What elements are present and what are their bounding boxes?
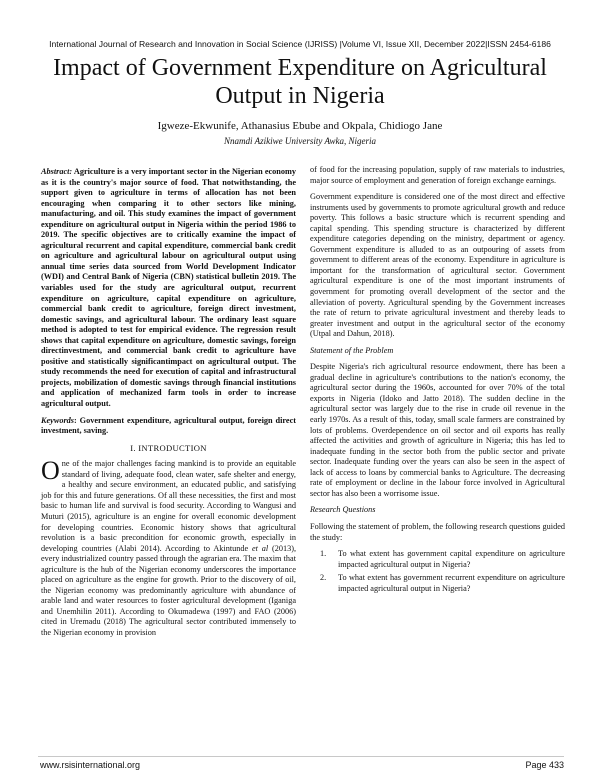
title-line-1: Impact of Government Expenditure on Agricultural: [53, 55, 547, 81]
paragraph-questions-intro: Following the statement of problem, the following research questions guided the study:: [310, 521, 565, 542]
paragraph-problem: Despite Nigeria's rich agricultural resource endowment, there has been a gradual decline in agriculture's contributions to the nation's economy, the agricultural sector during the 1960s, accounted for over 70% of the total exports in Nigeria (Idoko and Jatto 2018). The sudden decline in the agricultural sector was largely due to the rise in crude oil revenue in the early 1970s. As a result of this, today, small scale farmers are constrained by lots of problems. Overdependence on oil sector and oil exports has really affected the activities and growth of agriculture in Nigeria; this has led to inadequate funding in the sector both from the public sector and private sector. Inadequate funding over the years can also be seen in the aspect of lack of access to loans by commercial banks to Agriculture. The decreasing rate of employment or decline in the labour force involved in Agricultural sector has also been a worrisome issue.: [310, 362, 565, 498]
research-question: [320, 549, 565, 570]
question-text: To what extent has government capital expenditure on agriculture impacted agricultural output in Nigeria?: [338, 549, 565, 569]
footer-divider: [38, 756, 564, 757]
left-column: [41, 167, 296, 645]
abstract-label: Abstract:: [41, 167, 73, 176]
right-column: [310, 165, 565, 597]
dropcap: O: [41, 456, 60, 486]
research-questions-list: [320, 549, 565, 594]
question-number: 2.: [320, 573, 327, 583]
heading-research-questions: Research Questions: [310, 505, 376, 515]
paragraph-food: of food for the increasing population, supply of raw materials to industries, major source of employment and generation of foreign exchange earnings.: [310, 165, 565, 185]
paper-title: [30, 54, 570, 110]
section-heading-introduction: I. INTRODUCTION: [130, 442, 207, 453]
paragraph-government-expenditure: Government expenditure is considered one of the most direct and effective instruments used by governments to promote agricultural growth and reduce poverty. This follows a basic structure which is recurrent spending and capital spending. This spending structure is characterized by different expenditure categories depending on the ministry, department or agency. Government expenditure is alluded to as an outpouring of assets from government to different areas of the economy. Expenditure in agriculture is important for the transformation of agricultural sector. Government agricultural expenditure is one of the most important instruments of government for promoting overall development of the sector and the alleviation of poverty. Agricultural spending by the Government increases the rate of return to private agricultural investment and thereby leads to greater investment and output in the agricultural sector of the economy (Utpal and Dahun, 2018).: [310, 192, 565, 339]
keywords-text: : Government expenditure, agricultural output, foreign direct investment, saving.: [41, 415, 296, 436]
intro-paragraph: [41, 456, 297, 638]
keywords-label: Keywords: [41, 415, 74, 425]
question-text: To what extent has government recurrent expenditure on agriculture impacted agricultural output in Nigeria?: [338, 573, 565, 593]
heading-statement-of-problem: Statement of the Problem: [310, 345, 394, 355]
question-number: 1.: [320, 549, 327, 559]
journal-header: International Journal of Research and Innovation in Social Science (IJRISS) |Volume VI, Issue XII, December 2022|ISSN 2454-6186: [49, 39, 551, 49]
footer-page-number: Page 433: [525, 760, 564, 770]
keywords: [41, 416, 296, 437]
affiliation: Nnamdi Azikiwe University Awka, Nigeria: [224, 136, 376, 146]
intro-text-italic: et al: [251, 543, 269, 553]
title-line-2: Output in Nigeria: [215, 83, 385, 109]
abstract-text: Agriculture is a very important sector in the Nigerian economy as it is the country's major source of food. That notwithstanding, the support given to agriculture in terms of allocation has not been encouraging when comparing it to other sectors like mining, manufacturing, and oil. This study examines the impact of government expenditure on agricultural output in Nigeria within the period 1986 to 2019. The specific objectives are to critically examine the impact of agricultural recurrent and capital expenditure, commercial bank credit on agriculture and agricultural labour on agricultural output using annual time series data sourced from World Development Indicator (WDI) and Central Bank of Nigeria (CBN) statistical bulletin 2019. The variables used for the study are agricultural output, recurrent expenditure on agriculture, capital expenditure on agriculture, commercial bank credit to agriculture, foreign direct investment, domestic savings, and agricultural labour. The ordinary least square method is adopted to test for empirical evidence. The regression result shows that capital expenditure on agriculture, domestic savings, foreign directinvestment, and commercial bank credit to agriculture have positive and statistically significantimpact on agricultural output. The study recommends the need for execution of capital and infrastructural projects, mobilization of domestic savings through financial institutions and application of mechanized farm tools in order to increase agricultural output.: [41, 167, 296, 409]
intro-text-part2: (2013), every industrialized country passed through the agrarian era. The maxim that agriculture is the hub of the Nigerian economy underscores the importance placed on agriculture as the engine for growth. Prior to the discovery of oil, the Nigerian economy was predominantly agriculture with abundance of arable land and water resources to foster agricultural development (Iganiga and Unemhilin 2011). According to Okumadewa (1997) and FAO (2006) cited in Uremadu (2018) The agricultural sector contributed immensely to the Nigerian economy in provision: [41, 543, 297, 637]
footer-website: www.rsisinternational.org: [40, 760, 141, 770]
authors: Igweze-Ekwunife, Athanasius Ebube and Okpala, Chidiogo Jane: [157, 120, 443, 132]
abstract: [41, 167, 296, 410]
research-question: [320, 573, 565, 594]
intro-text-part1: ne of the major challenges facing mankind is to provide an equitable standard of living, adequate food, clean water, safe shelter and energy, a healthy and secure environment, an educated public, and satisfying job for this and future generations. Of all these necessities, the first and most basic to human life and survival is food security. According to Wangusi and Muturi (2015), agriculture is an engine for overall economic development for developing countries. Economic history shows that agricultural revolution is a basic precondition for economic growth, especially in developing countries (Alabi 2014). According to Akintunde: [41, 459, 296, 553]
